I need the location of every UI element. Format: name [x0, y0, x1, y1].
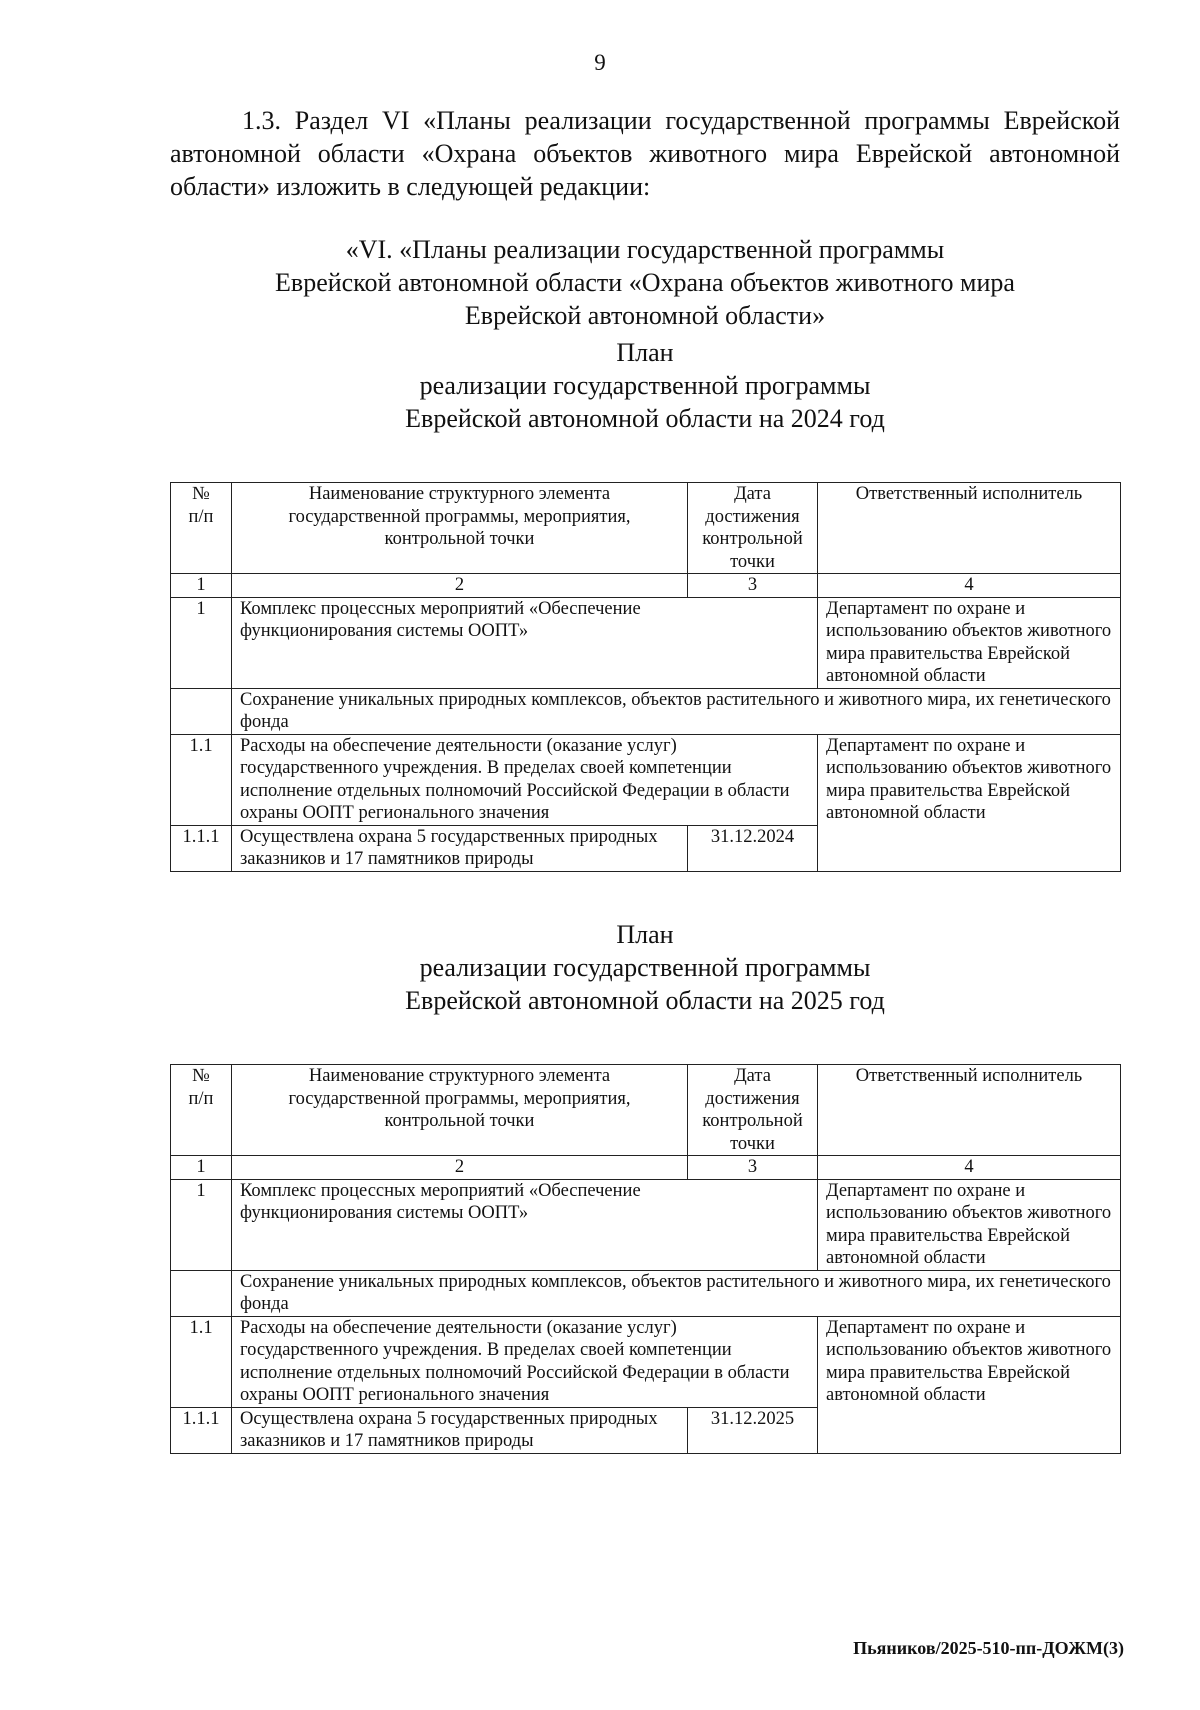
row-number: [171, 1270, 232, 1316]
section-title-line: «VI. «Планы реализации государственной программы: [345, 235, 945, 264]
section-title-line: Еврейской автономной области»: [464, 301, 826, 330]
row-number: 1: [171, 1179, 232, 1270]
table-row: [171, 1270, 1121, 1316]
row-name: Комплекс процессных мероприятий «Обеспечение функционирования системы ООПТ»: [232, 597, 818, 688]
header-date: Дата достижения контрольной точки: [688, 483, 818, 574]
row-name: Комплекс процессных мероприятий «Обеспечение функционирования системы ООПТ»: [232, 1179, 818, 1270]
table-header-row: [171, 483, 1121, 574]
row-number: 1.1: [171, 734, 232, 825]
column-number: 1: [171, 1156, 232, 1180]
row-name: Осуществлена охрана 5 государственных природных заказников и 17 памятников природы: [232, 1407, 688, 1453]
plan-table-2025: [170, 1064, 1121, 1454]
row-responsible: Департамент по охране и использованию объектов животного мира правительства Еврейской автономной области: [818, 734, 1121, 871]
plan-heading-line: реализации государственной программы: [419, 371, 871, 400]
row-responsible: Департамент по охране и использованию объектов животного мира правительства Еврейской автономной области: [818, 1179, 1121, 1270]
section-title: [170, 233, 1120, 332]
plan-heading-line: реализации государственной программы: [419, 953, 871, 982]
header-date: Дата достижения контрольной точки: [688, 1065, 818, 1156]
row-responsible: Департамент по охране и использованию объектов животного мира правительства Еврейской автономной области: [818, 597, 1121, 688]
section-title-line: Еврейской автономной области «Охрана объектов животного мира: [275, 268, 1015, 297]
plan-heading-2025: [170, 918, 1120, 1017]
plan-heading-line: Еврейской автономной области на 2024 год: [405, 404, 885, 433]
header-num: [171, 483, 232, 574]
plan-heading-line: План: [616, 920, 674, 949]
row-number: 1.1: [171, 1316, 232, 1407]
table-row: [171, 688, 1121, 734]
table-row: [171, 1179, 1121, 1270]
column-numbers-row: [171, 1156, 1121, 1180]
header-num-line: №: [192, 1066, 210, 1086]
header-name: Наименование структурного элемента государственной программы, мероприятия, контрольной точки: [232, 483, 688, 574]
plan-heading-line: Еврейской автономной области на 2025 год: [405, 986, 885, 1015]
table-header-row: [171, 1065, 1121, 1156]
table-row: [171, 597, 1121, 688]
header-num-line: п/п: [188, 506, 214, 527]
row-number: 1.1.1: [171, 1407, 232, 1453]
header-responsible: Ответственный исполнитель: [818, 483, 1121, 574]
row-name: Расходы на обеспечение деятельности (оказание услуг) государственного учреждения. В пределах своей компетенции исполнение отдельных полномочий Российской Федерации в области охраны ООПТ регионального значения: [232, 1316, 818, 1407]
row-number: 1: [171, 597, 232, 688]
row-goal: Сохранение уникальных природных комплексов, объектов растительного и животного мира, их генетического фонда: [232, 1270, 1121, 1316]
row-goal: Сохранение уникальных природных комплексов, объектов растительного и животного мира, их генетического фонда: [232, 688, 1121, 734]
row-date: 31.12.2024: [688, 825, 818, 871]
header-num-line: №: [192, 484, 210, 504]
column-number: 2: [232, 574, 688, 598]
document-footer-code: Пьяников/2025-510-пп-ДОЖМ(3): [853, 1638, 1124, 1658]
column-number: 3: [688, 574, 818, 598]
column-number: 4: [818, 574, 1121, 598]
page-number: 9: [594, 50, 606, 75]
table-row: [171, 1316, 1121, 1407]
table-row: [171, 734, 1121, 825]
row-name: Расходы на обеспечение деятельности (оказание услуг) государственного учреждения. В пределах своей компетенции исполнение отдельных полномочий Российской Федерации в области охраны ООПТ регионального значения: [232, 734, 818, 825]
column-number: 4: [818, 1156, 1121, 1180]
plan-table-2024: [170, 482, 1121, 872]
plan-heading-line: План: [616, 338, 674, 367]
header-name: Наименование структурного элемента государственной программы, мероприятия, контрольной точки: [232, 1065, 688, 1156]
intro-paragraph: 1.3. Раздел VI «Планы реализации государственной программы Еврейской автономной области «Охрана объектов животного мира Еврейской автономной области» изложить в следующей редакции:: [170, 106, 1120, 201]
header-num: [171, 1065, 232, 1156]
row-date: 31.12.2025: [688, 1407, 818, 1453]
column-number: 3: [688, 1156, 818, 1180]
row-number: [171, 688, 232, 734]
header-num-line: п/п: [188, 1088, 214, 1109]
row-number: 1.1.1: [171, 825, 232, 871]
plan-heading-2024: [170, 336, 1120, 435]
column-number: 1: [171, 574, 232, 598]
column-numbers-row: [171, 574, 1121, 598]
header-responsible: Ответственный исполнитель: [818, 1065, 1121, 1156]
row-responsible: Департамент по охране и использованию объектов животного мира правительства Еврейской автономной области: [818, 1316, 1121, 1453]
row-name: Осуществлена охрана 5 государственных природных заказников и 17 памятников природы: [232, 825, 688, 871]
column-number: 2: [232, 1156, 688, 1180]
